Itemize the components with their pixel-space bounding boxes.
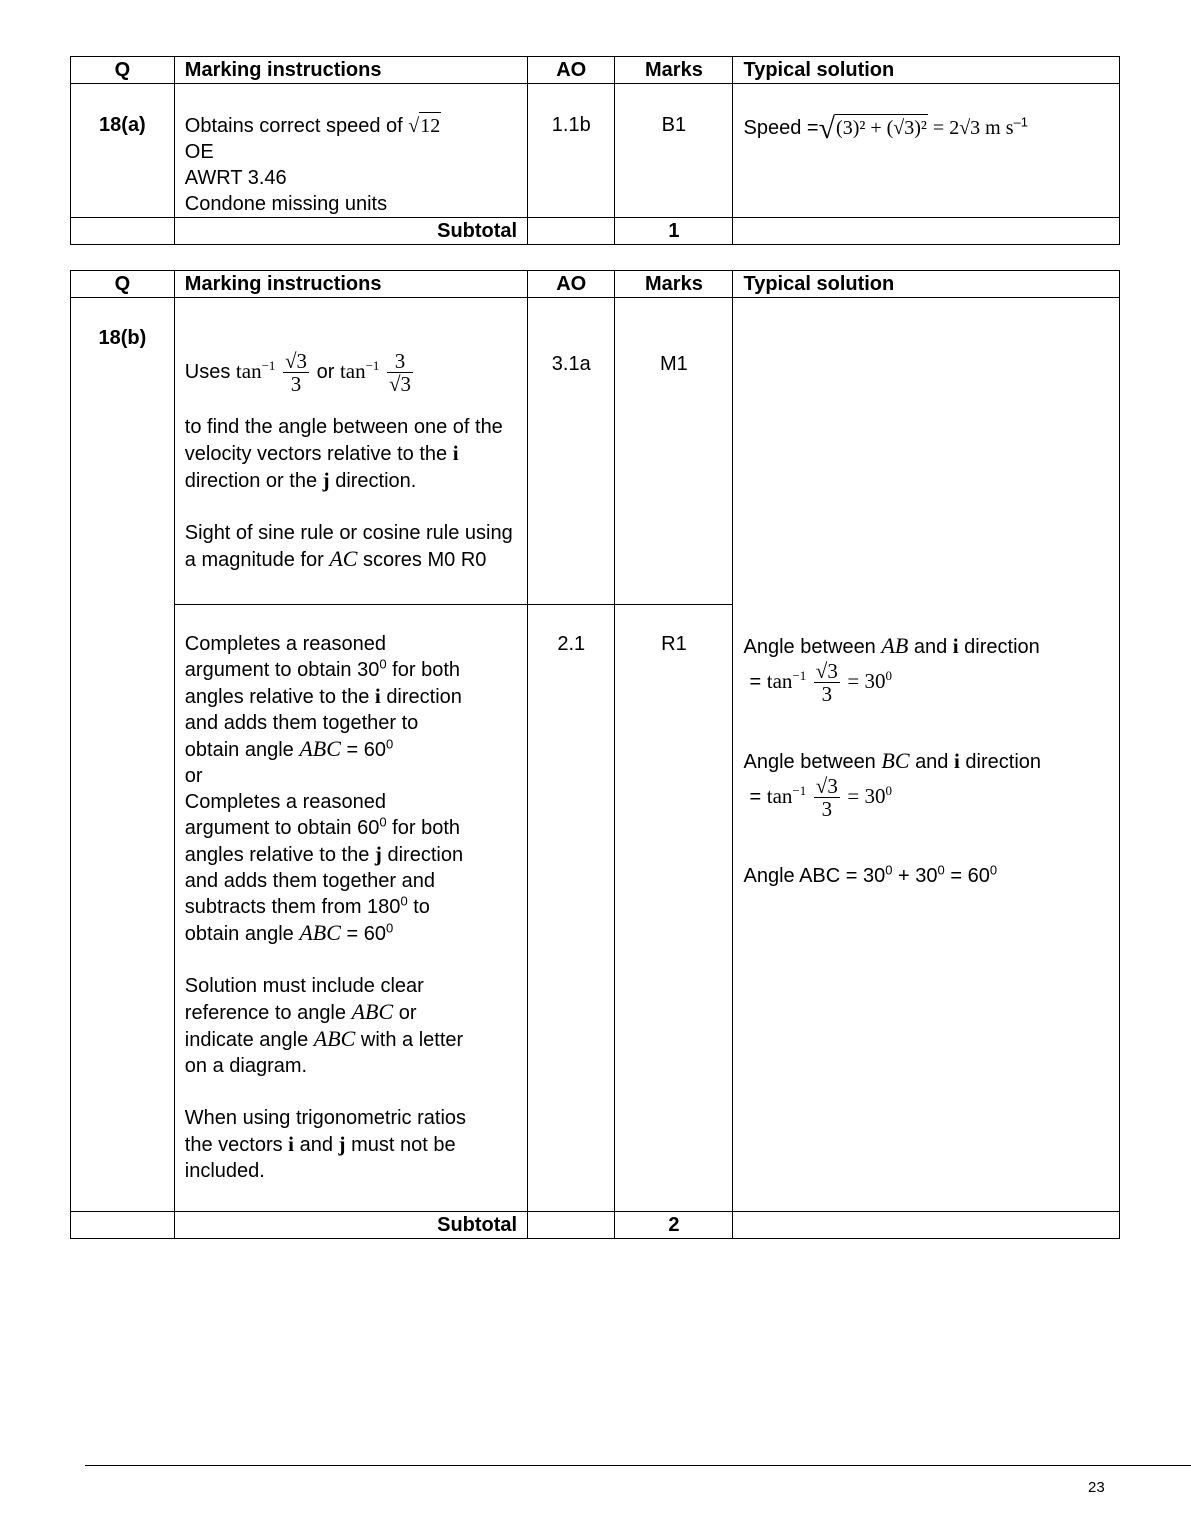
header-q: Q — [71, 271, 175, 298]
header-row — [71, 271, 1120, 298]
row-18b-m1 — [71, 298, 1120, 605]
subtotal-row — [71, 218, 1120, 245]
subtotal-value: 2 — [615, 1212, 733, 1239]
mark-value-m1: M1 — [615, 298, 733, 605]
sqrt-symbol: √ — [408, 115, 420, 137]
mark-value: B1 — [615, 84, 733, 218]
subtotal-value: 1 — [615, 218, 733, 245]
speed-result: = 2√3 m s — [927, 117, 1014, 139]
question-number: 18(b) — [71, 298, 175, 1212]
footer-divider — [85, 1465, 1191, 1466]
mi-line-4: Condone missing units — [184, 193, 388, 215]
subtotal-empty — [528, 1212, 615, 1239]
header-marks: Marks — [615, 271, 733, 298]
header-typical-solution: Typical solution — [733, 271, 1120, 298]
header-marking-instructions: Marking instructions — [174, 271, 527, 298]
marking-instructions-m1 — [174, 298, 527, 605]
ao-value-r1: 2.1 — [528, 605, 615, 1212]
header-marks: Marks — [615, 57, 733, 84]
header-ao: AO — [528, 57, 615, 84]
speed-expression: (3)² + (√3)² — [835, 114, 928, 141]
m1-paragraph-1: to find the angle between one of the velocity vectors relative to the i direction or the j direction. — [184, 416, 503, 492]
or-text: or — [316, 360, 335, 383]
marking-table-18b — [70, 270, 1120, 1239]
sqrt-12: 12 — [419, 112, 441, 139]
typical-solution-cell — [733, 84, 1120, 218]
subtotal-empty — [528, 218, 615, 245]
subtotal-empty — [733, 1212, 1120, 1239]
subtotal-empty — [71, 1212, 175, 1239]
row-18a — [71, 84, 1120, 218]
header-q: Q — [71, 57, 175, 84]
sqrt-symbol: √ — [818, 112, 836, 145]
sol-ab-line: Angle between AB and i direction — [743, 633, 1040, 658]
speed-unit-exponent: –1 — [1013, 114, 1028, 130]
sol-bc-equation: = $\tan^{-1}$ $\frac{√3}{3}$ = $30^0$ — [749, 774, 892, 821]
question-number: 18(a) — [71, 84, 175, 218]
mi-line-2: OE — [184, 141, 214, 163]
fraction-3-over-root3: $\frac{3}{√3}$ — [389, 349, 412, 396]
mi-text: Obtains correct speed of — [184, 115, 409, 137]
page-number: 23 — [1088, 1479, 1105, 1496]
subtotal-row — [71, 1212, 1120, 1239]
subtotal-label: Subtotal — [174, 218, 527, 245]
tan-2: $\tan^{-1}$ — [339, 357, 380, 383]
subtotal-label: Subtotal — [174, 1212, 527, 1239]
mi-line-1 — [185, 112, 517, 139]
marking-instructions-cell — [174, 84, 527, 218]
subtotal-empty — [71, 218, 175, 245]
fraction-root3-over-3: $\frac{√3}{3}$ — [284, 349, 308, 396]
ao-value: 1.1b — [528, 84, 615, 218]
m1-paragraph-2: Sight of sine rule or cosine rule using a magnitude for AC scores M0 R0 — [184, 522, 513, 571]
sol-abc-line: Angle ABC = $30^0 + 30^0 = 60^0$ — [743, 862, 998, 887]
sol-ab-equation: = $\tan^{-1}$ $\frac{√3}{3}$ = $30^0$ — [749, 659, 892, 706]
header-ao: AO — [528, 271, 615, 298]
tan-1: $\tan^{-1}$ — [235, 357, 276, 383]
mark-value-r1: R1 — [615, 605, 733, 1212]
sol-bc-line: Angle between BC and i direction — [743, 748, 1042, 773]
uses-text: Uses — [184, 360, 231, 383]
marking-table-18a — [70, 56, 1120, 245]
typical-solution-cell — [733, 298, 1120, 1212]
marking-instructions-r1: Completes a reasoned argument to obtain $30^0$ for both angles relative to the i direction and adds them together to obtain angle ABC = $60^0$ or Completes a reasoned argument to obtain $60^0$ for both angles relative to the j direction and adds them together and subtracts them from $180^0$ to obtain angle ABC = $60^0$ Solution must include clear reference to angle ABC or indicate angle ABC with a letter on a diagram. When using trigonometric ratios the vectors i and j must not be included. — [174, 605, 527, 1212]
speed-label: Speed = — [743, 117, 819, 139]
uses-tan-line — [185, 350, 517, 414]
header-row — [71, 57, 1120, 84]
mi-line-3: AWRT 3.46 — [184, 167, 287, 189]
subtotal-empty — [733, 218, 1120, 245]
ao-value-m1: 3.1a — [528, 298, 615, 605]
header-marking-instructions: Marking instructions — [174, 57, 527, 84]
header-typical-solution: Typical solution — [733, 57, 1120, 84]
